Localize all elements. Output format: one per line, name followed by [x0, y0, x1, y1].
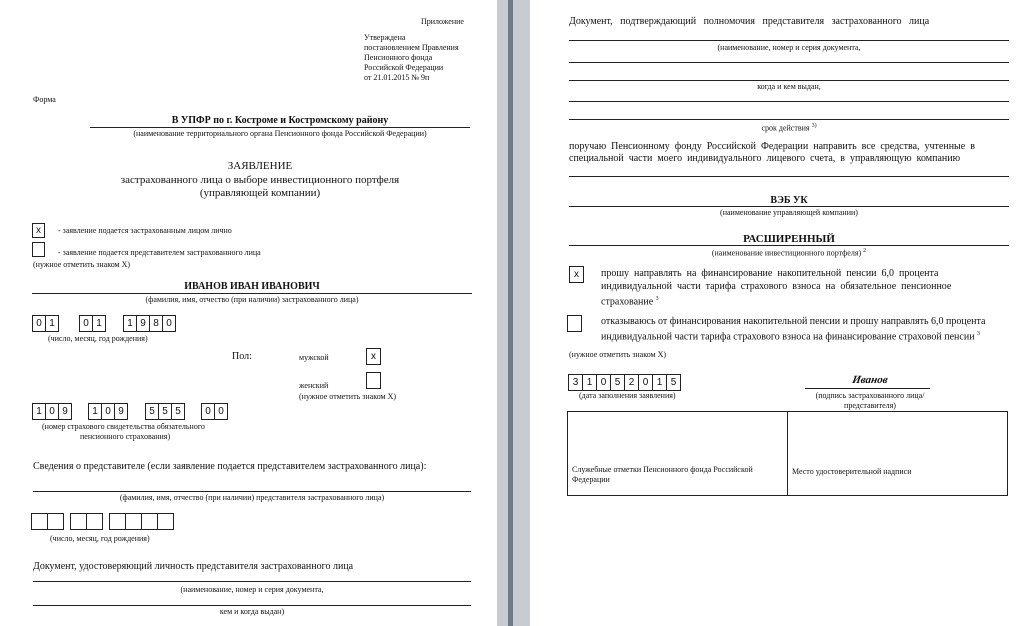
- digit-cell: 1: [92, 315, 106, 332]
- auth-caption-3: [569, 121, 1009, 134]
- document-subtitle: застрахованного лица о выборе инвестиционного портфеля: [120, 174, 400, 186]
- digit-cell: [47, 513, 64, 530]
- insured-name-caption: (фамилия, имя, отчество (при наличии) застрахованного лица): [145, 295, 359, 304]
- rep-birthdate-caption: (число, месяц, год рождения): [50, 534, 150, 543]
- portfolio-caption-sup: 2: [863, 248, 867, 254]
- auth-caption-1: (наименование, номер и серия документа,: [717, 43, 861, 52]
- notary-cell: Место удостоверительной надписи: [792, 467, 912, 476]
- approval-line-1: Утверждена: [364, 33, 406, 42]
- digit-cell: 3: [568, 374, 583, 391]
- digit-cell: 5: [610, 374, 625, 391]
- auth-line-4: [569, 101, 1009, 102]
- viewer-gutter: [497, 0, 530, 626]
- digit-cell: 1: [88, 403, 102, 420]
- digit-cell: 1: [32, 403, 46, 420]
- choice-2-line-2-text: индивидуальной части тарифа страхового взноса на финансирование страховой пенсии: [601, 331, 975, 343]
- digit-cell: [70, 513, 87, 530]
- digit-cell: 0: [101, 403, 115, 420]
- digit-cell: 1: [652, 374, 667, 391]
- choice-2-sup: 3: [977, 331, 981, 337]
- appendix-label: Приложение: [421, 17, 464, 26]
- fill-date-cells[interactable]: [569, 374, 681, 391]
- addressee-line: [90, 127, 470, 128]
- digit-cell: [125, 513, 142, 530]
- digit-cell: 2: [624, 374, 639, 391]
- digit-cell: [141, 513, 158, 530]
- sex-mark-hint: (нужное отметить знаком Х): [299, 392, 397, 401]
- mark-hint: (нужное отметить знаком Х): [33, 260, 131, 269]
- signature-line: [805, 388, 930, 389]
- digit-cell: 9: [58, 403, 72, 420]
- digit-cell: 9: [114, 403, 128, 420]
- approval-line-2: постановлением Правления: [364, 43, 459, 52]
- rep-document-line-1: [33, 581, 471, 582]
- approval-line-3: Пенсионного фонда: [364, 53, 433, 62]
- digit-cell: 5: [666, 374, 681, 391]
- rep-birth-day[interactable]: [32, 513, 64, 530]
- option-representative-text: - заявление подается представителем застрахованного лица: [58, 248, 261, 257]
- snils-group-2[interactable]: [89, 403, 128, 420]
- representative-name-caption: (фамилия, имя, отчество (при наличии) представителя застрахованного лица): [119, 493, 385, 502]
- auth-line-2: [569, 62, 1009, 63]
- approval-line-4: Российской Федерации: [364, 63, 444, 72]
- digit-cell: 5: [171, 403, 185, 420]
- company-line: [569, 206, 1009, 207]
- left-page: [0, 0, 497, 626]
- digit-cell: 0: [32, 315, 46, 332]
- insured-name-line: [32, 293, 472, 294]
- sex-label: Пол:: [232, 351, 252, 362]
- signature: Иванов: [851, 374, 889, 386]
- insured-name: ИВАНОВ ИВАН ИВАНОВИЧ: [184, 281, 320, 292]
- company-caption: (наименование управляющей компании): [720, 208, 858, 217]
- checkbox-male[interactable]: x: [366, 348, 381, 365]
- rep-birth-year[interactable]: [110, 513, 174, 530]
- birth-month[interactable]: [80, 315, 106, 332]
- sex-female-label: женский: [299, 381, 329, 390]
- page-shadow: [508, 0, 513, 626]
- choice-2-line-2: [601, 328, 980, 343]
- birthdate-caption: (число, месяц, год рождения): [48, 334, 148, 343]
- form-label: Форма: [33, 95, 56, 104]
- snils-group-4[interactable]: [202, 403, 228, 420]
- document-subtitle-2: (управляющей компании): [199, 187, 321, 199]
- digit-cell: 8: [149, 315, 163, 332]
- digit-cell: 1: [123, 315, 137, 332]
- digit-cell: 1: [582, 374, 597, 391]
- auth-caption-3-sup: 3): [811, 123, 817, 129]
- fill-date-caption: (дата заполнения заявления): [579, 391, 676, 400]
- signature-caption-2: представителя): [844, 401, 896, 410]
- rep-document-caption-2: кем и когда выдан): [219, 607, 285, 616]
- digit-cell: 0: [214, 403, 228, 420]
- checkbox-personal[interactable]: x: [32, 223, 45, 238]
- choice-1-line-3: [601, 293, 659, 308]
- approval-line-5: от 21.01.2015 № 9п: [364, 73, 430, 82]
- checkbox-fund-pension[interactable]: x: [569, 266, 584, 283]
- signature-caption-1: (подпись застрахованного лица/: [815, 391, 925, 400]
- checkbox-refuse-fund[interactable]: [567, 315, 582, 332]
- document-title: ЗАЯВЛЕНИЕ: [227, 160, 293, 172]
- authority-document-label: Документ, подтверждающий полномочия представителя застрахованного лица: [569, 16, 930, 27]
- portfolio-caption: [569, 246, 1009, 259]
- choice-1-line-2: индивидуальной части тарифа страхового взноса на обязательное пенсионное: [601, 281, 952, 292]
- auth-line-3: [569, 80, 1009, 81]
- addressee-caption: (наименование территориального органа Пенсионного фонда Российской Федерации): [133, 129, 427, 138]
- snils-group-1[interactable]: [33, 403, 72, 420]
- checkbox-female[interactable]: [366, 372, 381, 389]
- representative-name-line: [33, 491, 471, 492]
- representative-heading: Сведения о представителе (если заявление подается представителем застрахованного лица):: [33, 461, 427, 472]
- instruction-line-1: поручаю Пенсионному фонду Российской Федерации направить все средства, учтенные в: [569, 141, 975, 152]
- auth-caption-3-text: срок действия: [761, 123, 810, 133]
- birth-year[interactable]: [124, 315, 176, 332]
- digit-cell: 9: [136, 315, 150, 332]
- rep-document-caption-1: (наименование, номер и серия документа,: [180, 585, 324, 594]
- management-company: ВЭБ УК: [770, 195, 808, 206]
- rep-document-heading: Документ, удостоверяющий личность представителя застрахованного лица: [33, 561, 354, 572]
- right-page: [530, 0, 1024, 626]
- investment-portfolio: РАСШИРЕННЫЙ: [743, 233, 835, 245]
- choice-2-line-1: отказываюсь от финансирования накопительной пенсии и прошу направлять 6,0 процента: [601, 316, 986, 327]
- choice-1-sup: 3: [655, 296, 659, 302]
- checkbox-representative[interactable]: [32, 242, 45, 257]
- service-table: [567, 411, 1008, 496]
- digit-cell: 0: [638, 374, 653, 391]
- addressee: В УПФР по г. Костроме и Костромскому району: [171, 115, 389, 126]
- choice-1-line-1: прошу направлять на финансирование накопительной пенсии 6,0 процента: [601, 268, 939, 279]
- instruction-line-3: [569, 176, 1009, 177]
- digit-cell: 0: [79, 315, 93, 332]
- digit-cell: [31, 513, 48, 530]
- digit-cell: 0: [201, 403, 215, 420]
- rep-birth-month[interactable]: [71, 513, 103, 530]
- choice-1-line-3-text: страхование: [601, 296, 654, 308]
- auth-line-5: [569, 119, 1009, 120]
- snils-caption-2: пенсионного страхования): [80, 432, 171, 441]
- service-marks-cell: Служебные отметки Пенсионного фонда Российской Федерации: [572, 465, 753, 484]
- auth-caption-2: когда и кем выдан,: [757, 82, 821, 91]
- birth-day[interactable]: [33, 315, 59, 332]
- rep-document-line-2: [33, 605, 471, 606]
- digit-cell: 5: [158, 403, 172, 420]
- sex-male-label: мужской: [299, 353, 329, 362]
- right-mark-hint: (нужное отметить знаком Х): [569, 350, 667, 359]
- instruction-line-2: специальной части моего индивидуального лицевого счета, в управляющую компанию: [569, 153, 961, 164]
- portfolio-caption-text: (наименование инвестиционного портфеля): [711, 248, 862, 258]
- digit-cell: [86, 513, 103, 530]
- digit-cell: 0: [45, 403, 59, 420]
- digit-cell: 1: [45, 315, 59, 332]
- digit-cell: 0: [596, 374, 611, 391]
- digit-cell: 0: [162, 315, 176, 332]
- auth-line-1: [569, 40, 1009, 41]
- option-personal-text: - заявление подается застрахованным лицом лично: [58, 226, 232, 235]
- snils-group-3[interactable]: [146, 403, 185, 420]
- digit-cell: [109, 513, 126, 530]
- snils-caption-1: (номер страхового свидетельства обязательного: [42, 422, 205, 431]
- digit-cell: [157, 513, 174, 530]
- digit-cell: 5: [145, 403, 159, 420]
- service-table-divider: [787, 412, 788, 495]
